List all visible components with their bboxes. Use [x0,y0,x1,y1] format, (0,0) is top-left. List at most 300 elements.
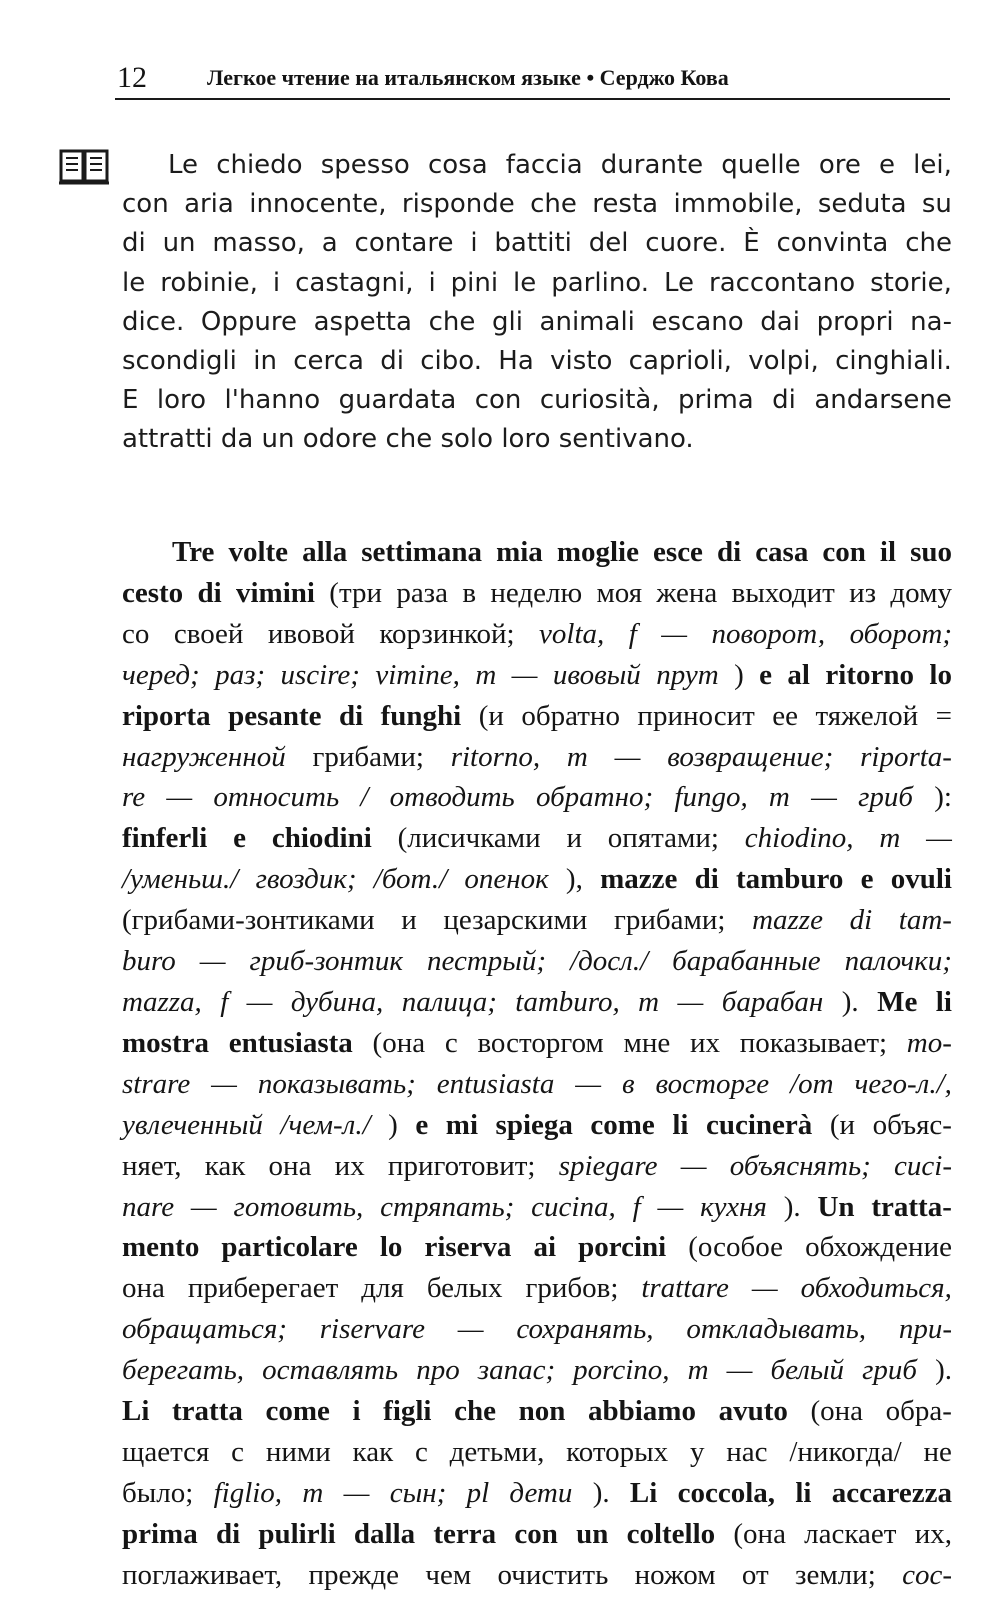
glossary-note: — [199,945,226,978]
glossary-note: entusiasta [436,1067,555,1100]
translation-text: их, [914,1517,952,1550]
translation-text: с [231,1435,244,1468]
glossary-note: /от [790,1067,834,1100]
glossary-note: в [621,1067,635,1100]
glossary-note: ивовый [552,658,641,691]
glossary-note: стряпать; [380,1190,515,1223]
italian-phrase: e [233,822,247,855]
glossary-note: uscire; [280,658,360,691]
italian-phrase: come [590,1108,655,1141]
text-line [122,655,952,696]
text-line [122,1555,952,1596]
word: convinta [776,228,889,259]
translation-text: = [935,699,952,732]
translation-text: для [361,1272,404,1305]
word: parlino. [551,267,650,298]
translation-text: (грибами-зонтиками [122,904,375,937]
translation-text: детьми, [449,1435,545,1468]
word: scondigli [122,346,237,377]
glossary-note: запас; [477,1354,556,1387]
text-line [122,900,952,941]
word: innocente, [249,189,387,220]
translation-text: в [462,576,477,609]
glossary-note: nare [122,1190,175,1223]
glossary-note: гвоздик; [255,863,357,896]
translation-text: /никогда/ [789,1435,902,1468]
glossary-note: cuci- [894,1149,952,1182]
italian-phrase: i [352,1395,361,1428]
translation-text: няет, [122,1149,182,1182]
word: na- [910,306,952,337]
running-title: Легкое чтение на итальянском языке • Серджо Кова [207,65,729,90]
translation-text: мне [623,1026,671,1059]
translation-text: и [566,822,582,855]
translation-text: с [444,1026,458,1059]
translation-text: ножом [634,1558,716,1591]
translation-text: своей [173,617,244,650]
word: i [272,267,281,298]
italian-phrase: funghi [380,699,462,732]
italian-phrase: pesante [228,699,322,732]
italian-phrase: ritorno [825,658,914,691]
text-line [122,1023,952,1064]
italian-phrase: terra [433,1517,497,1550]
glossary-note: — [657,1190,684,1223]
glossary-note: сын; [389,1476,447,1509]
italian-phrase: particolare [221,1231,358,1264]
translation-text: грибами; [312,740,424,773]
italian-phrase: lo [379,1231,403,1264]
glossary-note: spiegare [558,1149,658,1182]
italian-phrase: esce [653,536,703,568]
word: cuore. [645,228,727,259]
word: animali [539,306,635,337]
glossary-note: опенок [464,863,549,896]
italian-phrase: suo [910,536,952,568]
glossary-note: porcino, [573,1354,670,1387]
glossary-note: оставлять [262,1354,399,1387]
glossary-note: /бот./ [373,863,448,896]
word: ore [818,150,861,180]
italian-phrase: tratta [172,1395,243,1428]
glossary-note: strare [122,1067,191,1100]
word: i [428,267,436,298]
translation-text: она [122,1272,165,1305]
text-line [122,1227,952,1268]
word: lei, [913,150,952,180]
word: curiosità, [539,385,660,416]
translation-text: ними [265,1435,331,1468]
word: E [122,385,139,416]
glossary-note: берегать, [122,1354,245,1387]
text-line [122,420,952,459]
glossary-note: /уменьш./ [122,863,239,896]
word: cinghiali. [835,346,952,377]
word: che [905,228,952,259]
text-line [122,1309,952,1350]
translation-text: ее [772,699,798,732]
glossary-note: / [360,781,369,814]
glossary-note: mazza, [122,985,202,1018]
italian-phrase: li [935,985,952,1018]
glossary-note: f [628,617,637,650]
glossary-note: про [416,1354,460,1387]
glossary-note: chiodino, [744,822,854,855]
translation-text: приберегает [187,1272,339,1305]
text-line [122,696,952,737]
italian-phrase: dalla [353,1517,416,1550]
word: caprioli, [628,346,732,377]
translation-text: поглаживает, [122,1558,283,1591]
glossary-note: — [575,1067,602,1100]
glossary-note: поворот, [711,617,826,650]
italian-phrase: spiega [495,1108,573,1141]
glossary-note: vimine, [375,658,460,691]
translation-text: обратно [521,699,620,732]
translation-text: ласкает [804,1517,897,1550]
word: spesso [320,150,410,180]
translation-text: их [690,1026,721,1059]
italian-phrase: pulirli [258,1517,336,1550]
glossary-note: палочки; [844,945,952,978]
translation-text: моя [596,576,643,609]
translation-text: выходит [731,576,835,609]
text-line [122,146,952,185]
glossary-note: откладывать, [686,1313,867,1346]
word: loro [156,385,207,416]
word: a [321,228,338,259]
italian-phrase: mento [122,1231,200,1264]
translation-text: цезарскими [443,904,588,937]
glossary-note: относить [213,781,340,814]
italian-phrase: di [197,576,222,609]
glossary-note: обходиться, [800,1272,952,1305]
text-line [122,818,952,859]
word: chiedo [216,150,303,180]
glossary-note: buro [122,945,176,978]
word: Oppure [200,306,297,337]
italian-phrase: mostra [122,1026,209,1059]
translation-text: со [122,617,150,650]
glossary-note: гриб [858,781,914,814]
translation-text: раза [396,576,449,609]
translation-text: (три [329,576,382,609]
glossary-note: — [211,1067,237,1100]
text-line [122,1350,952,1391]
word: i [470,228,478,259]
word: cibo. [420,346,482,377]
italian-paragraph [122,146,952,460]
glossary-note: tamburo, [515,985,620,1018]
glossary-note: палица; [401,985,497,1018]
translation-text: она [268,1149,312,1182]
glossary-note: — [680,1149,707,1182]
translation-text: из [849,576,877,609]
translation-text: опятами; [607,822,719,855]
word: in [253,346,277,377]
translation-text: ), [565,863,583,896]
italian-phrase: avuto [718,1395,788,1428]
translation-text: обра- [885,1395,952,1428]
italian-phrase: Me [877,985,918,1018]
translation-text: (и [478,699,504,732]
italian-phrase: Li [629,1476,658,1509]
glossary-note: coc- [902,1558,952,1591]
word: resta [592,189,659,220]
glossary-note: — [343,1476,370,1509]
glossary-note: cucina, [531,1190,616,1223]
glossary-note: оборот; [849,617,952,650]
text-line [122,342,952,381]
translation-text: прежде [308,1558,400,1591]
italian-phrase: tratta- [871,1190,952,1223]
italian-phrase: ovuli [890,863,952,896]
translation-text: нас [726,1435,768,1468]
running-header [115,60,950,100]
italian-phrase: come [265,1395,330,1428]
glossary-note: f [220,985,229,1018]
word: andarsene [814,385,952,416]
word: con [122,189,169,220]
word: quelle [721,150,801,180]
word: l'hanno [224,385,321,416]
word: cerca [293,346,364,377]
translation-text: приносит [637,699,755,732]
glossary-note: m [475,658,497,691]
italian-phrase: vimini [236,576,315,609]
translation-text: (лисичками [397,822,541,855]
text-line [122,303,952,342]
word: masso, [212,228,305,259]
glossary-note: — [751,1272,778,1305]
word: faccia [505,150,583,180]
word: pini [450,267,499,298]
glossary-note: прут [656,658,719,691]
italian-phrase: abbiamo [587,1395,696,1428]
word: gli [491,306,523,337]
text-line [122,1146,952,1187]
glossary-note: гриб [862,1354,917,1387]
glossary-note: — [190,1190,217,1223]
glossary-note: di [849,904,873,937]
word: immobile, [673,189,803,220]
word: dai [760,306,800,337]
glossary-note: volta, [539,617,605,650]
word: aria [184,189,234,220]
glossary-note: — [614,740,641,773]
text-line [122,1514,952,1555]
translation-text: ивовой [267,617,355,650]
word: un [162,228,196,259]
glossary-note: при- [898,1313,952,1346]
italian-phrase: chiodini [271,822,372,855]
translation-text: не [923,1435,952,1468]
translation-text: щается [122,1435,210,1468]
word: che [530,189,577,220]
glossary-note: mazze [752,904,823,937]
translation-text: (она [733,1517,786,1550]
italian-phrase: ai [533,1231,557,1264]
translation-text: тяжелой [815,699,919,732]
text-line [122,573,952,614]
word: Ha [498,346,534,377]
translation-text: их [334,1149,365,1182]
italian-phrase: il [879,536,897,568]
glossary-note: — [677,985,704,1018]
glossary-note: — [726,1354,753,1387]
glossary-note: m [768,781,790,814]
italian-phrase: riporta [122,699,211,732]
text-line [122,1473,952,1514]
word: su [921,189,952,220]
translation-text: (она [810,1395,864,1428]
page-number: 12 [117,61,147,94]
word: durante [600,150,704,180]
translation-text: с [414,1435,428,1468]
translation-text: жена [656,576,718,609]
annotated-paragraph [122,532,952,1596]
italian-phrase: finferli [122,822,208,855]
translation-text: ). [592,1476,610,1509]
translation-text: восторгом [477,1026,604,1059]
translation-text: (особое [688,1231,783,1264]
italian-phrase: e [860,863,874,896]
glossary-note: раз; [215,658,266,691]
glossary-note: барабан [721,985,824,1018]
italian-phrase: casa [755,536,809,568]
word: le [122,267,146,298]
word: seduta [817,189,907,220]
word: cosa [427,150,488,180]
italian-phrase: tamburo [735,863,844,896]
text-line [122,264,952,303]
glossary-note: нагруженной [122,740,286,773]
glossary-note: /чем-л./ [280,1108,371,1141]
text-line [122,1064,952,1105]
glossary-note: m [879,822,901,855]
word: contare [354,228,454,259]
glossary-note: готовить, [233,1190,364,1223]
glossary-note: — [511,658,538,691]
glossary-note: fungo, [674,781,748,814]
text-line [122,381,952,420]
italian-phrase: porcini [578,1231,667,1264]
italian-phrase: entusiasta [228,1026,353,1059]
word: dice. [122,306,185,337]
word: escano [651,306,744,337]
translation-text: дому [890,576,952,609]
word: di [122,228,146,259]
translation-text: земли; [795,1558,876,1591]
word: battiti [494,228,572,259]
translation-text: неделю [490,576,583,609]
italian-phrase: al [787,658,810,691]
text-line [122,1268,952,1309]
word: le [513,267,537,298]
translation-text: приготовит; [387,1149,536,1182]
translation-text: как [352,1435,394,1468]
italian-phrase: un [576,1517,609,1550]
italian-phrase: li [672,1108,689,1141]
text-line [122,859,952,900]
word: attratti da un odore che solo loro sentivano. [122,424,694,455]
book-icon [58,146,110,186]
glossary-note: барабанные [672,945,821,978]
word: storie, [870,267,952,298]
translation-text: ). [935,1354,952,1387]
text-line [122,737,952,778]
word: È [743,228,760,259]
italian-phrase: Un [817,1190,855,1223]
translation-text: ). [783,1190,801,1223]
glossary-note: кухня [700,1190,767,1223]
glossary-note: figlio, [213,1476,283,1509]
glossary-note: белый [770,1354,845,1387]
glossary-note: обратно; [535,781,654,814]
italian-phrase: lo [929,658,952,691]
glossary-note: дети [509,1476,573,1509]
italian-phrase: e [415,1108,429,1141]
italian-phrase: non [518,1395,566,1428]
word: prima [678,385,754,416]
text-line [122,614,952,655]
translation-text: как [204,1149,246,1182]
glossary-note: увлеченный [122,1108,263,1141]
translation-text: показывает; [739,1026,888,1059]
text-line [122,224,952,263]
italian-phrase: figli [383,1395,432,1428]
translation-text: было; [122,1476,194,1509]
glossary-note: — [811,781,837,814]
translation-text: белых [426,1272,503,1305]
translation-text: чем [425,1558,472,1591]
glossary-note: пестрый; [426,945,547,978]
glossary-note: f [632,1190,641,1223]
italian-phrase: e [759,658,773,691]
italian-phrase: li [795,1476,812,1509]
italian-phrase: di [716,536,742,568]
glossary-note: черед; [122,658,200,691]
italian-phrase: che [454,1395,496,1428]
translation-text: ). [841,985,859,1018]
glossary-note: re [122,781,146,814]
word: guardata [338,385,457,416]
glossary-note: m [638,985,660,1018]
italian-phrase: riserva [424,1231,512,1264]
translation-text: грибов; [525,1272,619,1305]
italian-phrase: volte [228,536,289,568]
glossary-note: обращаться; [122,1313,287,1346]
glossary-note: ritorno, [450,740,541,773]
glossary-note: pl [466,1476,490,1509]
word: di [772,385,796,416]
glossary-note: /досл./ [570,945,649,978]
glossary-note: — [926,822,952,855]
text-line [122,1391,952,1432]
italian-phrase: alla [302,536,348,568]
italian-phrase: Li [122,1395,150,1428]
glossary-note: возвращение; [667,740,834,773]
glossary-note: восторге [655,1067,770,1100]
glossary-note: riporta- [860,740,952,773]
italian-phrase: mazze [600,863,678,896]
translation-text: обхождение [805,1231,952,1264]
glossary-note: дубина, [290,985,384,1018]
italian-phrase: accarezza [831,1476,952,1509]
translation-text: (и [829,1108,856,1141]
glossary-note: riservare [319,1313,425,1346]
text-line [122,777,952,818]
